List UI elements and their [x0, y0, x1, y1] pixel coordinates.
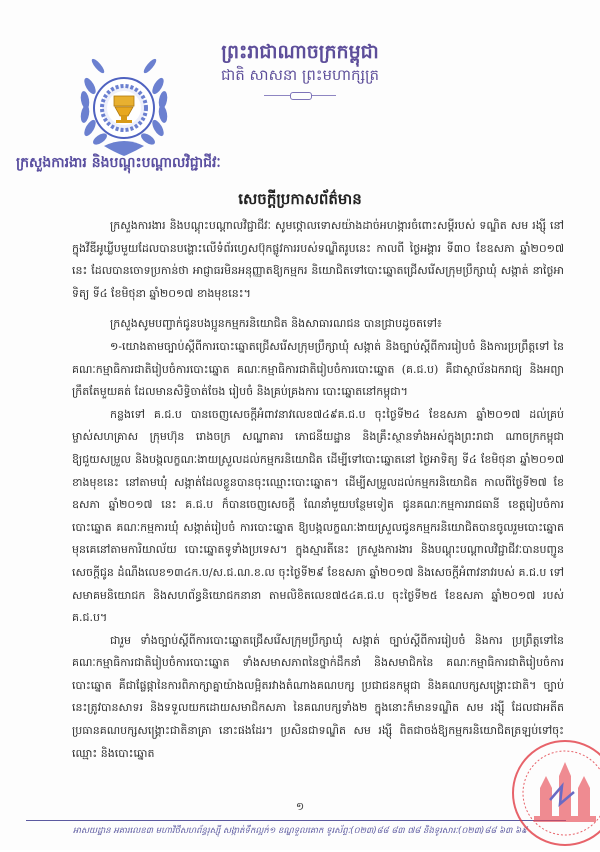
document-title: សេចក្តីប្រកាសព័ត៌មាន — [238, 190, 362, 208]
ministry-emblem-icon — [76, 56, 172, 158]
kingdom-header — [200, 40, 400, 98]
paragraph-point-1: ១-យោងតាមច្បាប់ស្តីពីការបោះឆ្នោតជ្រើសរើសក្រុមប្រឹក្សាឃុំ សង្កាត់ និងច្បាប់ស្តីពីការរៀបចំ និងការប្រព្រឹត្តទៅ នៃគណៈកម្មាធិការជាតិរៀបចំការបោះឆ្នោត គណៈកម្មាធិការជាតិរៀបចំការបោះឆ្នោត (គ.ជ.ប) គឺជាស្ថាប័នឯករាជ្យ និងអព្យាក្រឹតតែមួយគត់ ដែលមានសិទ្ធិចាត់ចែង រៀបចំ និងគ្រប់គ្រងការ បោះឆ្នោតនៅកម្ពុជា។ — [72, 339, 564, 399]
kingdom-motto: ជាតិ សាសនា ព្រះមហាក្សត្រ — [220, 66, 380, 84]
paragraph-clarification-intro: ក្រសួងសូមបញ្ជាក់ជូនបងប្អូនកម្មករនិយោជិត និងសាធារណជន បានជ្រាបដូចតទៅ៖ — [110, 317, 442, 331]
page-number: ១ — [295, 800, 305, 813]
official-seal-stamp-icon — [510, 738, 600, 848]
footer-address: អាសយដ្ឋាន អគារលេខ៣ មហាវិថីសហព័ន្ធរុស្ស៊ី សង្កាត់ទឹកល្អក់១ ខណ្ឌទួលគោក ទូរស័ព្ទៈ(០២៣)៨៨ ៨៣ ៧៨ និងទូរសារៈ(០២៣)៨៨ ៦៣ ៦៩ — [72, 826, 528, 836]
paragraph-conclusion: ជារួម ទាំងច្បាប់ស្តីពីការបោះឆ្នោតជ្រើសរើសក្រុមប្រឹក្សាឃុំ សង្កាត់ ច្បាប់ស្តីពីការរៀបចំ និងការ ប្រព្រឹត្តទៅនៃគណៈកម្មាធិការជាតិរៀបចំការបោះឆ្នោត ទាំងសមាសភាពនៃថ្នាក់ដឹកនាំ និងសមាជិកនៃ គណៈកម្មាធិការជាតិរៀបចំការបោះឆ្នោត គឺជាផ្លែផ្កានៃការពិភាក្សាគ្នាយ៉ាងលម្អិតរវាងតំណាងគណបក្ស ប្រជាជនកម្ពុជា និងគណបក្សសង្គ្រោះជាតិ។ ច្បាប់នេះត្រូវបានសាទរ និងទទួលយកដោយសមាជិកសភា នៃគណបក្សទាំង២ ក្នុងនោះក៏មានទណ្ឌិត សម រង្ស៊ី ដែលជាអតីតប្រធានគណបក្សសង្គ្រោះជាតិនាគ្រា នោះផងដែរ។ ប្រសិនជាទណ្ឌិត សម រង្ស៊ី ពិតជាចង់ឱ្យកម្មករនិយោជិតត្រឡប់ទៅចុះឈ្មោះ និងបោះឆ្នោត — [72, 633, 564, 760]
paragraph-nec-announcement: កន្លងទៅ គ.ជ.ប បានចេញសេចក្តីអំពាវនាវលេខ៧៤៩គ.ជ.ប ចុះថ្ងៃទី២៤ ខែឧសភា ឆ្នាំ២០១៧ ដល់គ្រប់ម្ចាស់សហគ្រាស ក្រុមហ៊ុន រោងចក្រ សណ្ឋាគារ ភោជនីយដ្ឋាន និងគ្រឹះស្ថានទាំងអស់ក្នុងព្រះរាជា ណាចក្រកម្ពុជា ឱ្យជួយសម្រួល និងបង្កលក្ខណៈងាយស្រួលដល់កម្មករនិយោជិត ដើម្បីទៅបោះឆ្នោតនៅ ថ្ងៃអាទិត្យ ទី៤ ខែមិថុនា ឆ្នាំ២០១៧ ខាងមុខនេះ នៅតាមឃុំ សង្កាត់ដែលខ្លួនបានចុះឈ្មោះបោះឆ្នោត។ ដើម្បីសម្រួលដល់កម្មករនិយោជិត កាលពីថ្ងៃទី២៧ ខែឧសភា ឆ្នាំ២០១៧ នេះ គ.ជ.ប ក៏បានចេញសេចក្តី ណែនាំមួយបន្ថែមទៀត ជូនគណៈកម្មការរាជធានី ខេត្តរៀបចំការបោះឆ្នោត គណៈកម្មការឃុំ សង្កាត់រៀបចំ ការបោះឆ្នោត ឱ្យបង្កលក្ខណៈងាយស្រួលជូនកម្មករនិយោជិតបានចូលរួមបោះឆ្នោតមុនគេនៅតាមការិយាល័យ បោះឆ្នោតទូទាំងប្រទេស។ ក្នុងស្មារតីនេះ ក្រសួងការងារ និងបណ្តុះបណ្តាលវិជ្ជាជីវៈបានបញ្ជូនសេចក្តីជូន ដំណឹងលេខ១៣៤ក.ប/ស.ជ.ណ.ខ.ល ចុះថ្ងៃទី២៩ ខែឧសភា ឆ្នាំ២០១៧ និងសេចក្តីអំពាវនាវរបស់ គ.ជ.ប ទៅសមាគមនិយោជក និងសហព័ន្ធនិយោជកនានា តាមលិខិតលេខ៧៥៤គ.ជ.ប ចុះថ្ងៃទី២៥ ខែឧសភា ឆ្នាំ២០១៧ របស់ គ.ជ.ប។ — [72, 407, 564, 625]
footer-divider — [26, 820, 566, 821]
tacteing-ornament-icon — [264, 92, 336, 98]
document-body — [72, 215, 564, 765]
kingdom-title: ព្រះរាជាណាចក្រកម្ពុជា — [221, 41, 379, 63]
ministry-name: ក្រសួងការងារ និងបណ្តុះបណ្តាលវិជ្ជាជីវៈ — [16, 155, 221, 171]
paragraph-condemnation: ក្រសួងការងារ និងបណ្តុះបណ្តាលវិជ្ជាជីវៈ សូមថ្កោលទោសយ៉ាងដាច់អហង្ការចំពោះសម្តីរបស់ ទណ្ឌិត សម រង្ស៊ី នៅក្នុងវីឌីអូឃ្លីបមួយដែលបានបង្ហោះលើទំព័រហ្វេសប៊ុកផ្លូវការរបស់ទណ្ឌិតរូបនេះ កាលពី ថ្ងៃអង្គារ ទី៣០ ខែឧសភា ឆ្នាំ២០១៧ នេះ ដែលបានចោទប្រកាន់ថា អាជ្ញាធរមិនអនុញ្ញាតឱ្យកម្មករ និយោជិតទៅបោះឆ្នោតជ្រើសរើសក្រុមប្រឹក្សាឃុំ សង្កាត់ នាថ្ងៃអាទិត្យ ទី៤ ខែមិថុនា ឆ្នាំ២០១៧ ខាងមុខនេះ។ — [72, 219, 564, 300]
